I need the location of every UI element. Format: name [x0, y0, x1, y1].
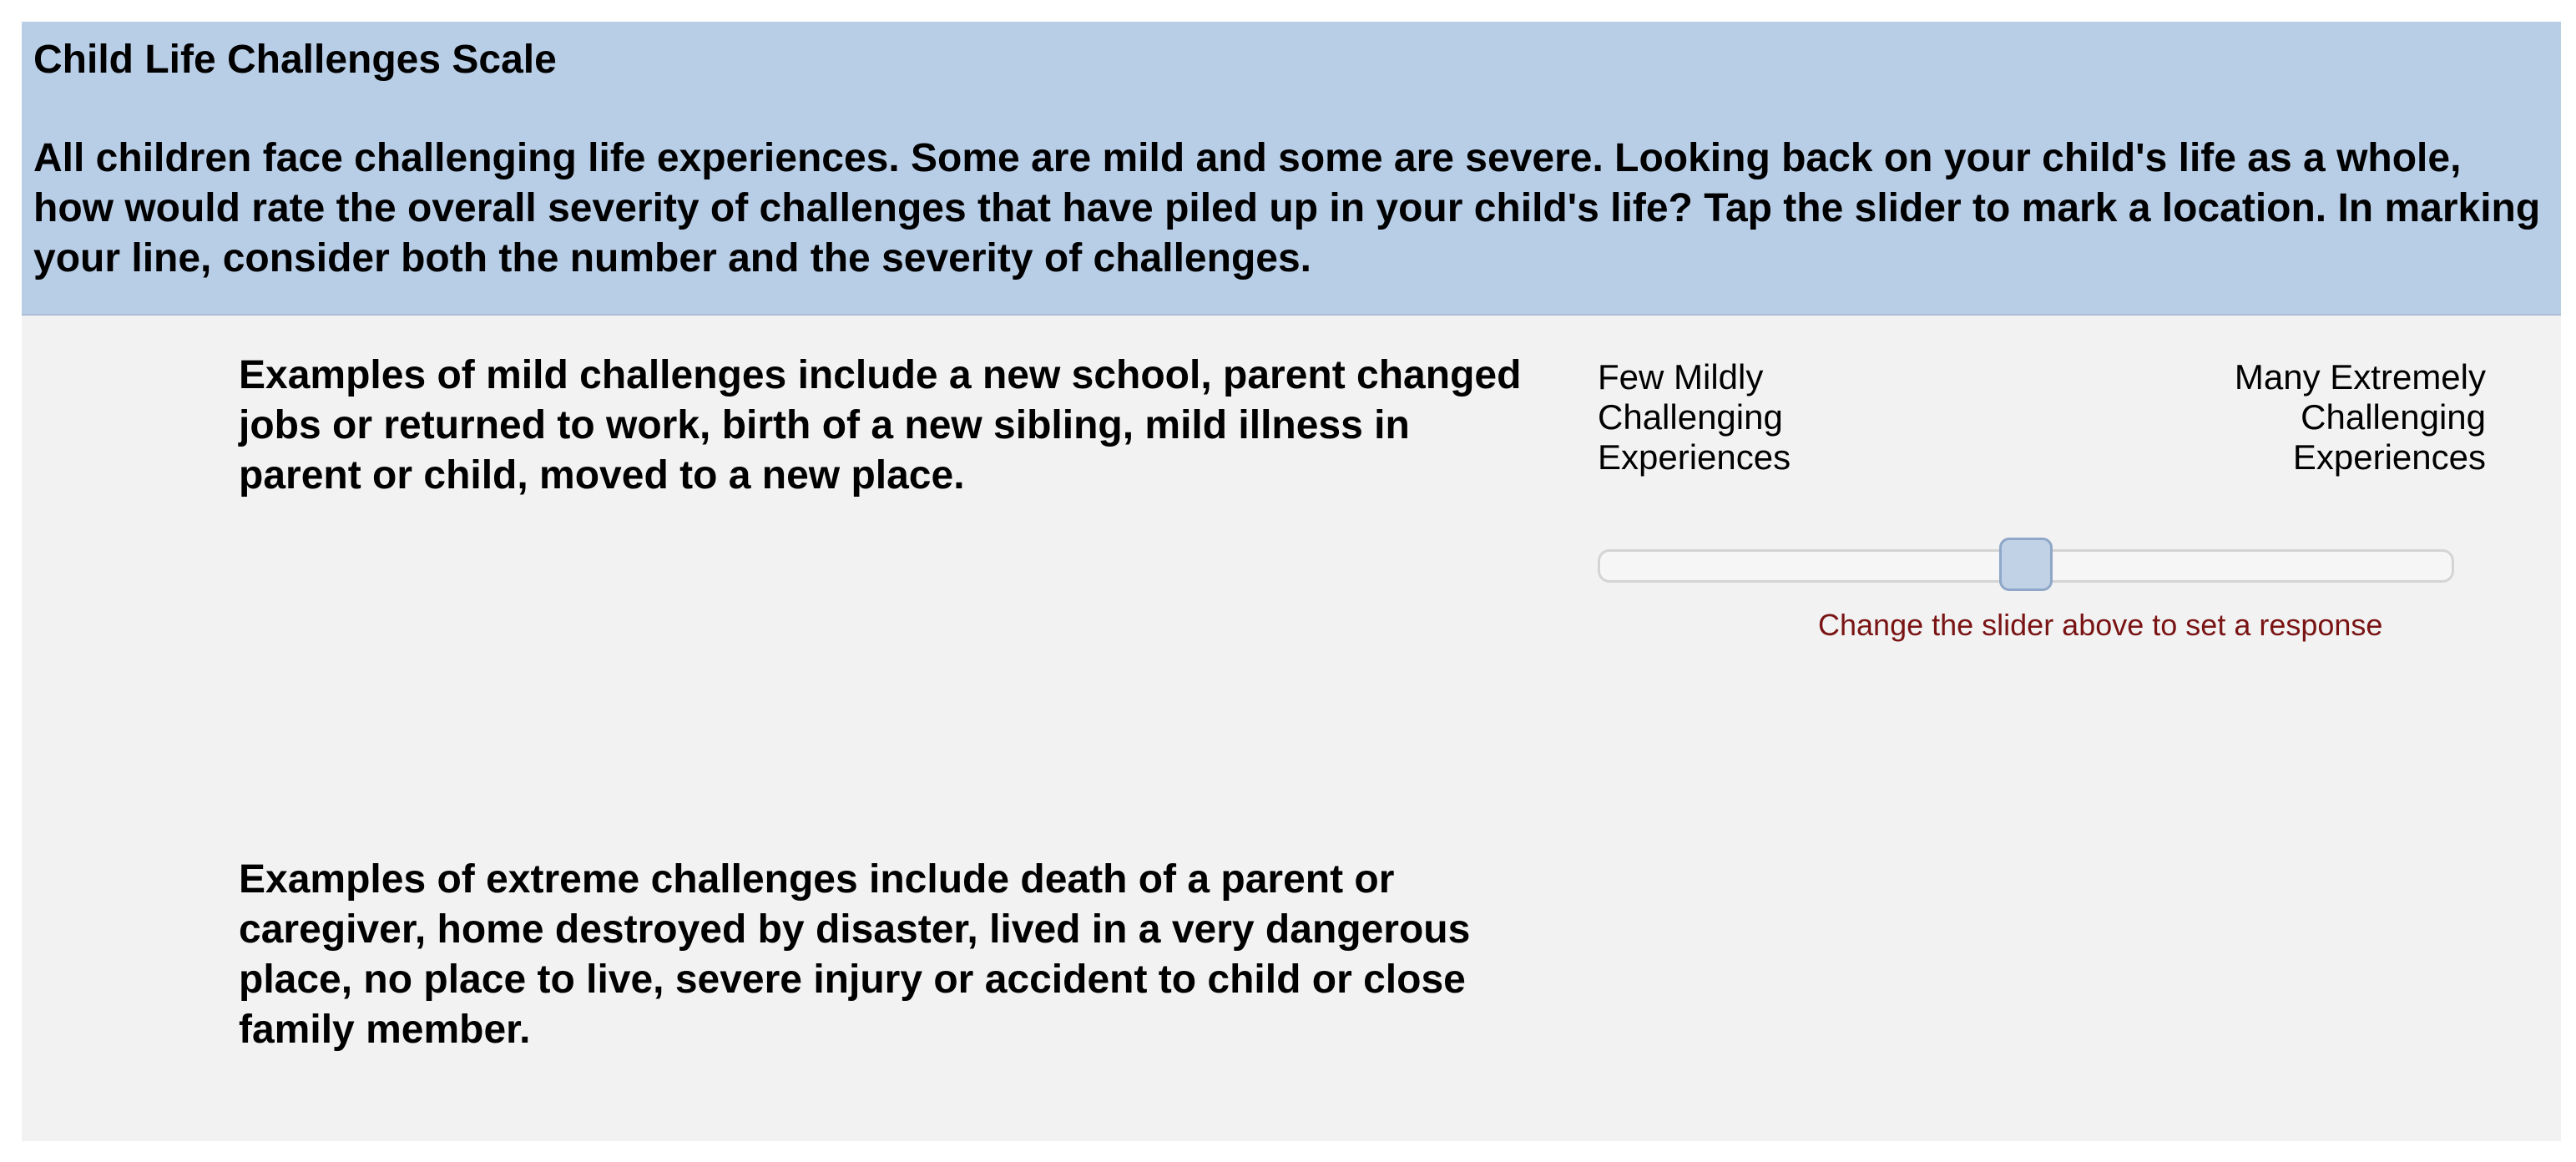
- slider-response-message: Change the slider above to set a response: [1818, 608, 2383, 642]
- slider-right-anchor-label: Many Extremely Challenging Experiences: [2234, 357, 2486, 477]
- slider-left-anchor-label: Few Mildly Challenging Experiences: [1598, 357, 1791, 477]
- question-text: All children face challenging life experiences. Some are mild and some are severe. Looking back on your child's life as a whole, how would rate the overall severity of challenges that have piled up in your child's life? Tap the slider to mark a location. In marking your line, consider both the number and the severity of challenges.: [33, 136, 2541, 280]
- extreme-challenges-examples: Examples of extreme challenges include death of a parent or caregiver, home destroyed by disaster, lived in a very dangerous place, no place to live, severe injury or accident to child or close family member.: [239, 857, 1471, 1052]
- slider-handle[interactable]: [1999, 538, 2053, 591]
- scale-title: Child Life Challenges Scale: [33, 38, 557, 82]
- severity-slider[interactable]: [1598, 528, 2454, 594]
- mild-challenges-examples: Examples of mild challenges include a new school, parent changed jobs or returned to work, birth of a new sibling, mild illness in parent or child, moved to a new place.: [239, 353, 1522, 498]
- question-header: [22, 22, 2561, 316]
